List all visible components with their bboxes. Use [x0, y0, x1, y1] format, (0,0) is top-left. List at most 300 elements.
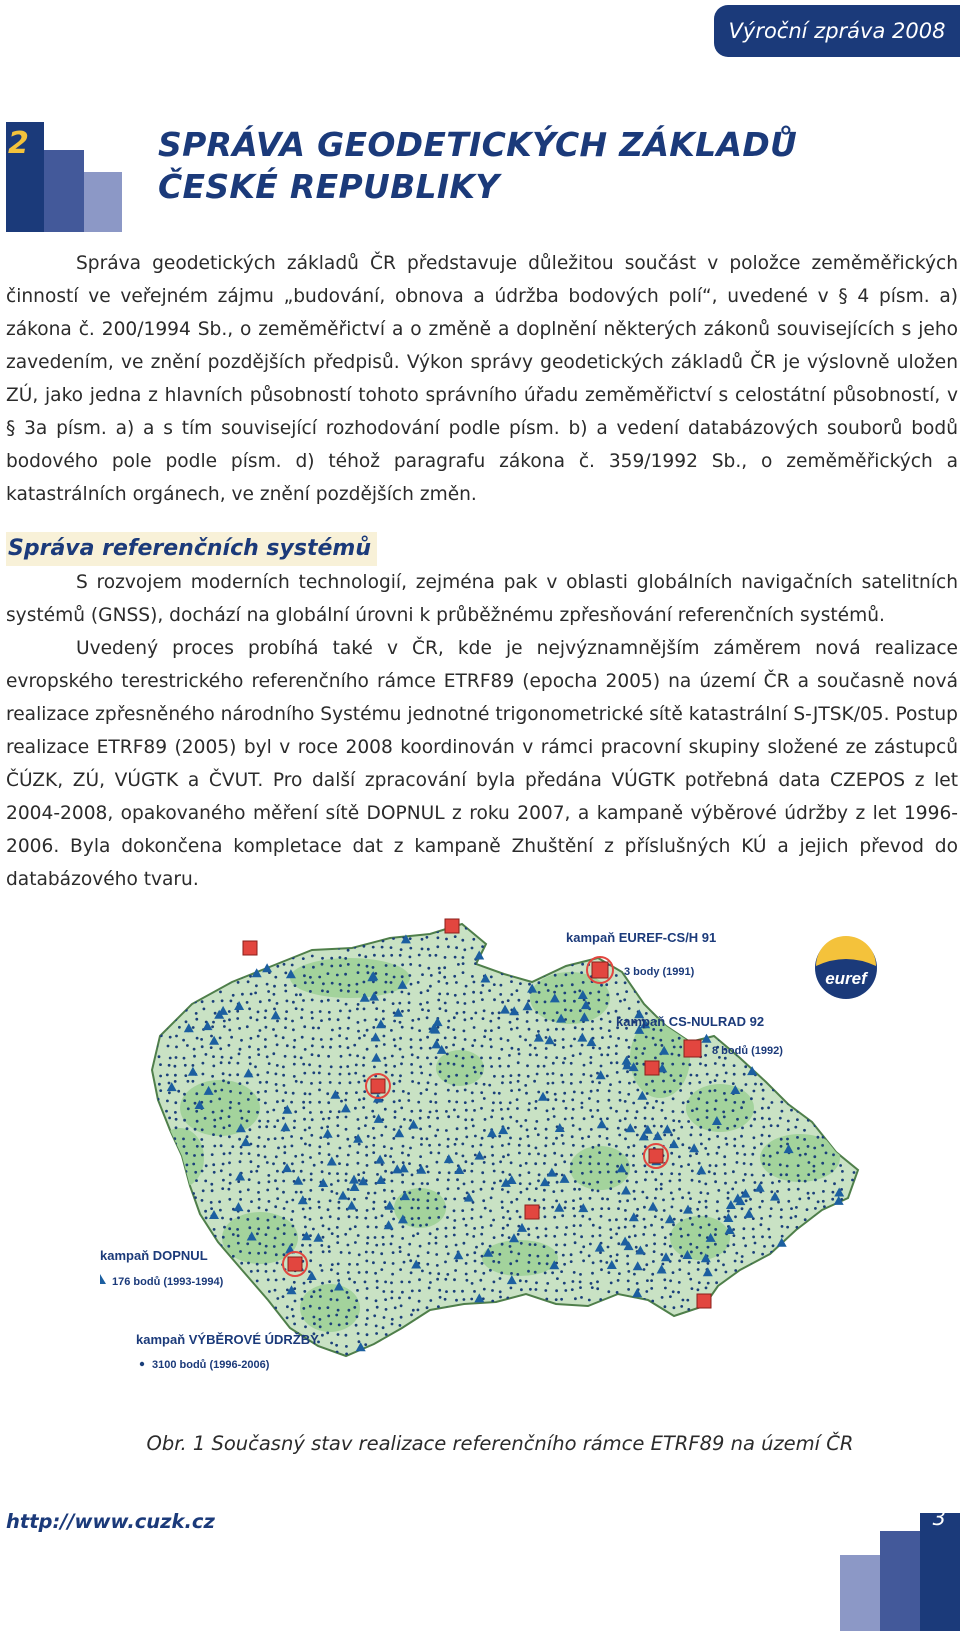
point-dot [407, 1092, 410, 1095]
point-dot [687, 1100, 690, 1103]
point-dot [500, 1108, 503, 1111]
point-dot [812, 1018, 815, 1021]
point-dot [363, 1075, 366, 1078]
point-dot [786, 1052, 789, 1055]
point-dot [466, 1254, 469, 1257]
point-dot [609, 1345, 612, 1348]
point-dot [499, 1160, 502, 1163]
point-dot [435, 1110, 438, 1113]
point-dot [842, 1207, 845, 1210]
point-dot [493, 930, 496, 933]
point-dot [824, 1180, 827, 1183]
point-dot [156, 984, 159, 987]
point-dot [699, 954, 702, 957]
point-dot [222, 1163, 225, 1166]
point-dot [745, 1199, 748, 1202]
point-dot [337, 1179, 340, 1182]
point-dot [356, 1263, 359, 1266]
point-dot [519, 1164, 522, 1167]
point-dot [283, 1162, 286, 1165]
czech-map [100, 908, 942, 1428]
point-dot [544, 1318, 547, 1321]
point-dot [537, 1343, 540, 1346]
point-dot [165, 1110, 168, 1113]
point-dot [158, 965, 161, 968]
point-dot [345, 1316, 348, 1319]
point-dot [553, 991, 556, 994]
point-dot [238, 954, 241, 957]
point-dot [309, 1189, 312, 1192]
point-dot [682, 1063, 685, 1066]
point-dot [642, 1233, 645, 1236]
point-dot [697, 1261, 700, 1264]
point-dot [237, 981, 240, 984]
point-dot [528, 1171, 531, 1174]
point-dot [246, 1082, 249, 1085]
point-dot [228, 1161, 231, 1164]
point-dot [302, 957, 305, 960]
point-dot [203, 1008, 206, 1011]
point-dot [781, 1225, 784, 1228]
point-dot [817, 1045, 820, 1048]
point-dot [745, 1314, 748, 1317]
point-dot [489, 1038, 492, 1041]
point-dot [849, 1065, 852, 1068]
point-dot [304, 1092, 307, 1095]
point-dot [590, 1128, 593, 1131]
point-dot [797, 1188, 800, 1191]
point-dot [357, 1234, 360, 1237]
point-dot [182, 1138, 185, 1141]
point-dot [565, 1107, 568, 1110]
point-dot [175, 1056, 178, 1059]
point-dot [562, 1254, 565, 1257]
chapter-number: 2 [8, 126, 29, 161]
chapter-title-line2: ČESKÉ REPUBLIKY [158, 167, 500, 206]
point-dot [664, 1332, 667, 1335]
point-dot [754, 1083, 757, 1086]
point-dot [447, 1138, 450, 1141]
point-dot [465, 1082, 468, 1085]
point-dot [291, 1020, 294, 1023]
point-dot [670, 1074, 673, 1077]
point-dot [564, 1233, 567, 1236]
point-dot [627, 1270, 630, 1273]
point-dot [186, 1127, 189, 1130]
point-dot [849, 1127, 852, 1130]
point-dot [570, 1154, 573, 1157]
point-dot [373, 1066, 376, 1069]
point-dot [790, 1018, 793, 1021]
point-dot [588, 1218, 591, 1221]
point-dot [803, 965, 806, 968]
point-dot [158, 1083, 161, 1086]
point-dot [464, 1002, 467, 1005]
point-dot [463, 1183, 466, 1186]
point-dot [409, 963, 412, 966]
point-dot [788, 1188, 791, 1191]
point-dot [617, 1242, 620, 1245]
point-dot [399, 1246, 402, 1249]
point-dot [501, 1081, 504, 1084]
point-dot [222, 927, 225, 930]
point-dot [417, 981, 420, 984]
point-dot [839, 1125, 842, 1128]
point-dot [817, 1136, 820, 1139]
point-dot [752, 1228, 755, 1231]
point-dot [636, 1208, 639, 1211]
point-dot [671, 985, 674, 988]
point-dot [537, 1153, 540, 1156]
point-dot [294, 984, 297, 987]
point-dot [322, 1118, 325, 1121]
point-dot [589, 1332, 592, 1335]
point-dot [768, 983, 771, 986]
point-dot [776, 1020, 779, 1023]
point-dot [339, 1010, 342, 1013]
point-dot [345, 1003, 348, 1006]
point-dot [831, 1020, 834, 1023]
point-dot [204, 1233, 207, 1236]
point-dot [708, 1030, 711, 1033]
point-dot [520, 1334, 523, 1337]
point-dot [175, 1234, 178, 1237]
point-dot [670, 947, 673, 950]
point-dot [507, 939, 510, 942]
point-dot [727, 1000, 730, 1003]
point-dot [528, 1198, 531, 1201]
point-dot [480, 1072, 483, 1075]
point-dot [427, 948, 430, 951]
point-dot [509, 1081, 512, 1084]
point-dot [806, 1291, 809, 1294]
point-dot [437, 1272, 440, 1275]
point-dot [563, 1263, 566, 1266]
point-dot [535, 936, 538, 939]
point-dot [708, 1090, 711, 1093]
point-dot [408, 1191, 411, 1194]
point-dot [202, 1073, 205, 1076]
point-dot [534, 1199, 537, 1202]
point-dot [398, 928, 401, 931]
point-dot [831, 1124, 834, 1127]
point-dot [483, 1129, 486, 1132]
point-dot [636, 1326, 639, 1329]
point-dot [534, 1107, 537, 1110]
point-dot [456, 1001, 459, 1004]
point-dot [778, 930, 781, 933]
point-dot [185, 1152, 188, 1155]
point-dot [210, 983, 213, 986]
point-dot [238, 1352, 241, 1355]
point-dot [196, 1288, 199, 1291]
point-dot [727, 975, 730, 978]
point-dot [229, 1107, 232, 1110]
point-dot [230, 1218, 233, 1221]
point-dot [248, 1056, 251, 1059]
point-dot [661, 1044, 664, 1047]
point-dot [258, 1120, 261, 1123]
point-dot [579, 1081, 582, 1084]
point-dot [598, 1047, 601, 1050]
point-dot [239, 1092, 242, 1095]
point-dot [751, 958, 754, 961]
point-dot [600, 984, 603, 987]
point-dot [754, 1242, 757, 1245]
point-dot [382, 1243, 385, 1246]
point-dot [319, 1295, 322, 1298]
point-dot [813, 1326, 816, 1329]
point-dot [311, 928, 314, 931]
point-dot [634, 1039, 637, 1042]
point-dot [184, 981, 187, 984]
point-dot [769, 1155, 772, 1158]
point-dot [157, 1020, 160, 1023]
point-dot [310, 1178, 313, 1181]
point-dot [366, 1209, 369, 1212]
point-dot [268, 999, 271, 1002]
point-dot [165, 1164, 168, 1167]
point-dot [409, 956, 412, 959]
point-dot [553, 956, 556, 959]
point-dot [510, 1251, 513, 1254]
point-dot [276, 1020, 279, 1023]
point-dot [435, 1056, 438, 1059]
point-dot [292, 1092, 295, 1095]
point-dot [340, 1100, 343, 1103]
point-dot [839, 1164, 842, 1167]
point-dot [250, 1160, 253, 1163]
point-dot [489, 1057, 492, 1060]
point-dot [502, 1171, 505, 1174]
point-dot [571, 1323, 574, 1326]
point-dot [429, 1047, 432, 1050]
point-dot [311, 1011, 314, 1014]
point-dot [860, 936, 863, 939]
point-dot [186, 1164, 189, 1167]
point-dot [444, 956, 447, 959]
point-dot [267, 1120, 270, 1123]
point-dot [758, 1299, 761, 1302]
point-dot [168, 1191, 171, 1194]
point-dot [410, 1313, 413, 1316]
point-dot [563, 1244, 566, 1247]
point-dot [552, 1107, 555, 1110]
point-dot [842, 1250, 845, 1253]
point-dot [364, 955, 367, 958]
point-dot [231, 949, 234, 952]
point-dot [526, 1129, 529, 1132]
point-dot [357, 964, 360, 967]
point-dot [337, 999, 340, 1002]
point-dot [202, 1244, 205, 1247]
point-dot [300, 1081, 303, 1084]
point-dot [481, 945, 484, 948]
point-dot [457, 1333, 460, 1336]
point-dot [430, 1342, 433, 1345]
point-dot [579, 1281, 582, 1284]
point-dot [336, 1172, 339, 1175]
point-dot [194, 957, 197, 960]
point-dot [843, 1025, 846, 1028]
point-dot [490, 1065, 493, 1068]
point-dot [303, 1179, 306, 1182]
point-dot [192, 1026, 195, 1029]
point-dot [636, 1344, 639, 1347]
point-dot [149, 1315, 152, 1318]
point-dot [579, 1161, 582, 1164]
point-dot [743, 1227, 746, 1230]
point-dot [321, 989, 324, 992]
point-dot [744, 1065, 747, 1068]
point-dot [364, 1343, 367, 1346]
point-dot [816, 1090, 819, 1093]
point-dot [833, 1102, 836, 1105]
point-dot [507, 946, 510, 949]
point-dot [580, 971, 583, 974]
point-dot [741, 1255, 744, 1258]
point-dot [320, 1217, 323, 1220]
point-dot [644, 1332, 647, 1335]
point-dot [331, 1263, 334, 1266]
point-dot [239, 1298, 242, 1301]
point-dot [804, 1352, 807, 1355]
point-dot [212, 1055, 215, 1058]
chapter-bar-mid [44, 150, 84, 232]
point-dot [338, 1082, 341, 1085]
point-dot [707, 1345, 710, 1348]
point-dot [366, 965, 369, 968]
point-dot [562, 1038, 565, 1041]
point-dot [615, 981, 618, 984]
point-dot [715, 1351, 718, 1354]
point-dot [806, 1081, 809, 1084]
point-dot [274, 1137, 277, 1140]
point-dot [376, 1306, 379, 1309]
point-dot [344, 1099, 347, 1102]
point-dot [160, 956, 163, 959]
point-dot [535, 1100, 538, 1103]
point-dot [732, 926, 735, 929]
point-dot [849, 1313, 852, 1316]
point-dot [544, 1289, 547, 1292]
point-dot [408, 1243, 411, 1246]
point-dot [264, 1251, 267, 1254]
point-dot [538, 981, 541, 984]
point-dot [480, 1233, 483, 1236]
point-dot [760, 992, 763, 995]
point-dot [196, 1037, 199, 1040]
point-dot [400, 1316, 403, 1319]
point-dot [238, 1138, 241, 1141]
point-dot [454, 1143, 457, 1146]
point-dot [156, 1187, 159, 1190]
point-dot [326, 945, 329, 948]
point-dot [804, 928, 807, 931]
point-dot [753, 1064, 756, 1067]
point-dot [735, 1029, 738, 1032]
point-dot [213, 1145, 216, 1148]
point-dot [851, 1071, 854, 1074]
point-dot [464, 1315, 467, 1318]
point-dot [390, 1210, 393, 1213]
point-dot [182, 1039, 185, 1042]
point-dot [330, 1298, 333, 1301]
point-dot [283, 1084, 286, 1087]
point-dot [736, 1152, 739, 1155]
point-dot [850, 1018, 853, 1021]
point-dot [601, 1324, 604, 1327]
point-dot [393, 1128, 396, 1131]
point-dot [399, 1268, 402, 1271]
point-dot [507, 1127, 510, 1130]
point-dot [236, 1010, 239, 1013]
point-dot [309, 1280, 312, 1283]
point-dot [228, 1029, 231, 1032]
point-dot [589, 1344, 592, 1347]
point-dot [654, 1178, 657, 1181]
point-dot [615, 1233, 618, 1236]
point-dot [646, 1102, 649, 1105]
point-dot [301, 1036, 304, 1039]
point-dot [744, 1244, 747, 1247]
point-dot [176, 980, 179, 983]
point-dot [156, 1127, 159, 1130]
point-dot [214, 1012, 217, 1015]
point-dot [842, 1244, 845, 1247]
point-dot [582, 1181, 585, 1184]
point-dot [330, 1183, 333, 1186]
point-dot [815, 1298, 818, 1301]
footer-url[interactable]: http://www.cuzk.cz [6, 1510, 215, 1533]
point-dot [502, 1075, 505, 1078]
point-dot [285, 928, 288, 931]
point-dot [615, 1316, 618, 1319]
point-dot [682, 1101, 685, 1104]
point-dot [733, 1125, 736, 1128]
point-dot [336, 1116, 339, 1119]
point-dot [670, 1134, 673, 1137]
point-dot [536, 1019, 539, 1022]
point-dot [256, 1263, 259, 1266]
point-dot [439, 1070, 442, 1073]
point-dot [860, 931, 863, 934]
point-dot [436, 1278, 439, 1281]
point-dot [555, 1028, 558, 1031]
point-dot [490, 1045, 493, 1048]
point-dot [175, 1126, 178, 1129]
point-dot [509, 926, 512, 929]
point-dot [310, 1082, 313, 1085]
point-dot [695, 1335, 698, 1338]
point-dot [751, 1036, 754, 1039]
point-dot [547, 1028, 550, 1031]
point-dot [457, 1115, 460, 1118]
point-dot [481, 1307, 484, 1310]
point-dot [599, 1234, 602, 1237]
point-dot [372, 1127, 375, 1130]
point-dot [798, 1244, 801, 1247]
point-dot [768, 1163, 771, 1166]
point-dot [646, 1092, 649, 1095]
point-dot [381, 927, 384, 930]
point-dot [187, 1317, 190, 1320]
point-dot [291, 1351, 294, 1354]
point-dot [474, 1315, 477, 1318]
point-dot [591, 1115, 594, 1118]
point-dot [808, 1100, 811, 1103]
point-dot [508, 1173, 511, 1176]
